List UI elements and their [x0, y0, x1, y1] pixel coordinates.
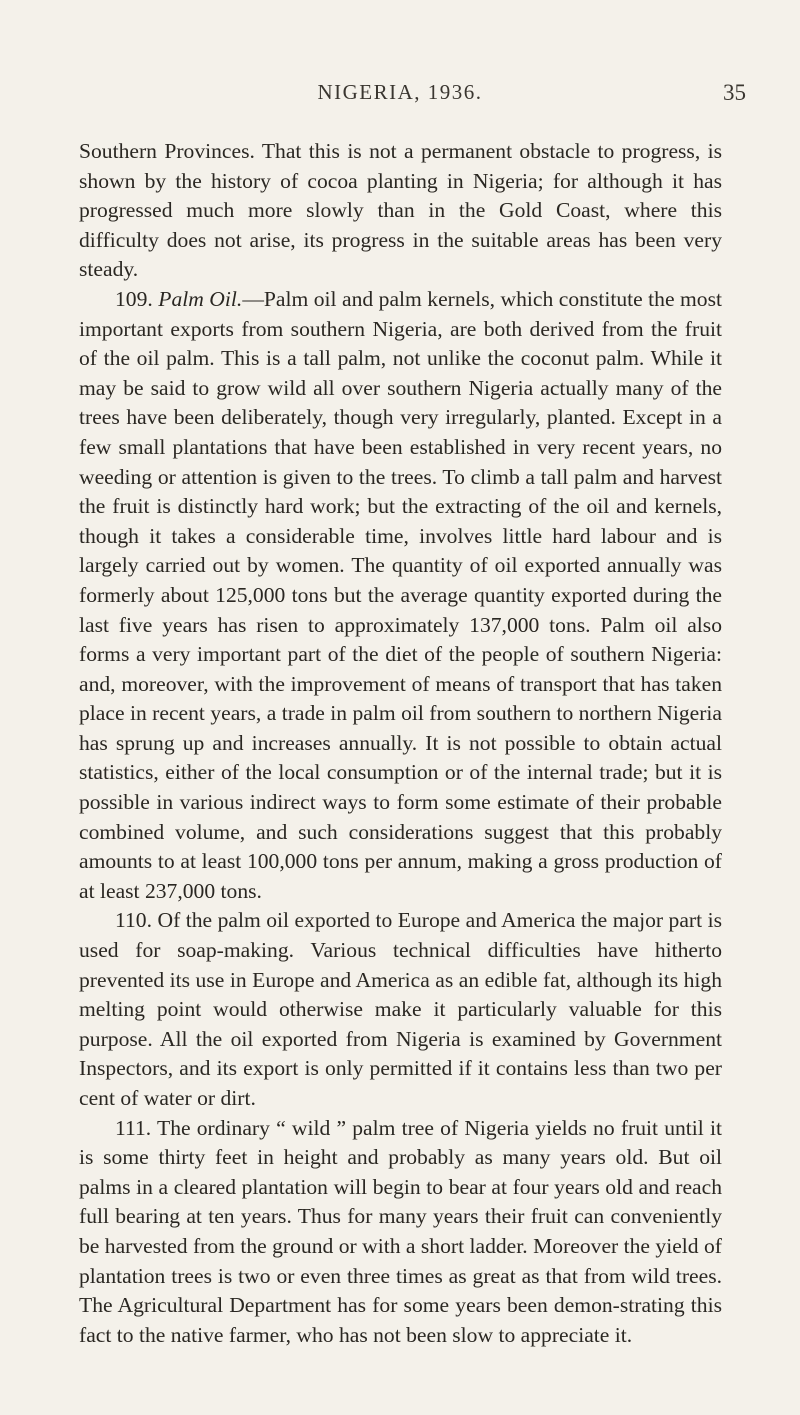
paragraph-111	[79, 1114, 722, 1351]
page-number: 35	[723, 80, 746, 105]
paragraph-number: 111.	[115, 1115, 152, 1140]
running-header	[0, 80, 800, 110]
paragraph-number: 109.	[115, 286, 153, 311]
paragraph-text: —Palm oil and palm kernels, which constitute the most important exports from southern Nigeria, are both derived from the fruit of the oil palm. This is a tall palm, not unlike the coconut palm. While it may be said to grow wild all over southern Nigeria actually many of the trees have been deliberately, though very irregularly, planted. Except in a few small plantations that have been established in very recent years, no weeding or attention is given to the trees. To climb a tall palm and harvest the fruit is distinctly hard work; but the extracting of the oil and kernels, though it takes a considerable time, involves little hard labour and is largely carried out by women. The quantity of oil exported annually was formerly about 125,000 tons but the average quantity exported during the last five years has risen to approximately 137,000 tons. Palm oil also forms a very important part of the diet of the people of southern Nigeria: and, moreover, with the improvement of means of transport that has taken place in recent years, a trade in palm oil from southern to northern Nigeria has sprung up and increases annually. It is not possible to obtain actual statistics, either of the local consumption or of the internal trade; but it is possible in various indirect ways to form some estimate of their probable combined volume, and such considerations suggest that this probably amounts to at least 100,000 tons per annum, making a gross production of at least 237,000 tons.	[79, 286, 722, 903]
paragraph-text: The ordinary “ wild ” palm tree of Nigeria yields no fruit until it is some thirty feet in height and probably as many years old. But oil palms in a cleared plantation will begin to bear at four years old and reach full bearing at ten years. Thus for many years their fruit can conveniently be harvested from the ground or with a short ladder. Moreover the yield of plantation trees is two or even three times as great as that from wild trees. The Agricultural Department has for some years been demon-strating this fact to the native farmer, who has not been slow to appreciate it.	[79, 1115, 722, 1347]
paragraph-number: 110.	[115, 908, 152, 933]
paragraph-continuation	[79, 137, 722, 285]
paragraph-110	[79, 906, 722, 1113]
paragraph-109	[79, 285, 722, 906]
body-text	[79, 137, 722, 1350]
paragraph-text: Of the palm oil exported to Europe and America the major part is used for soap-making. Various technical difficulties have hitherto prevented its use in Europe and America as an edible fat, although its high melting point would otherwise make it particularly valuable for this purpose. All the oil exported from Nigeria is examined by Government Inspectors, and its export is only permitted if it contains less than two per cent of water or dirt.	[79, 908, 722, 1110]
paragraph-heading: Palm Oil.	[158, 286, 243, 311]
paragraph-text: Southern Provinces. That this is not a permanent obstacle to progress, is shown by the history of cocoa planting in Nigeria; for although it has progressed much more slowly than in the Gold Coast, where this difficulty does not arise, its progress in the suitable areas has been very steady.	[79, 139, 722, 282]
running-title: NIGERIA, 1936.	[317, 80, 483, 104]
